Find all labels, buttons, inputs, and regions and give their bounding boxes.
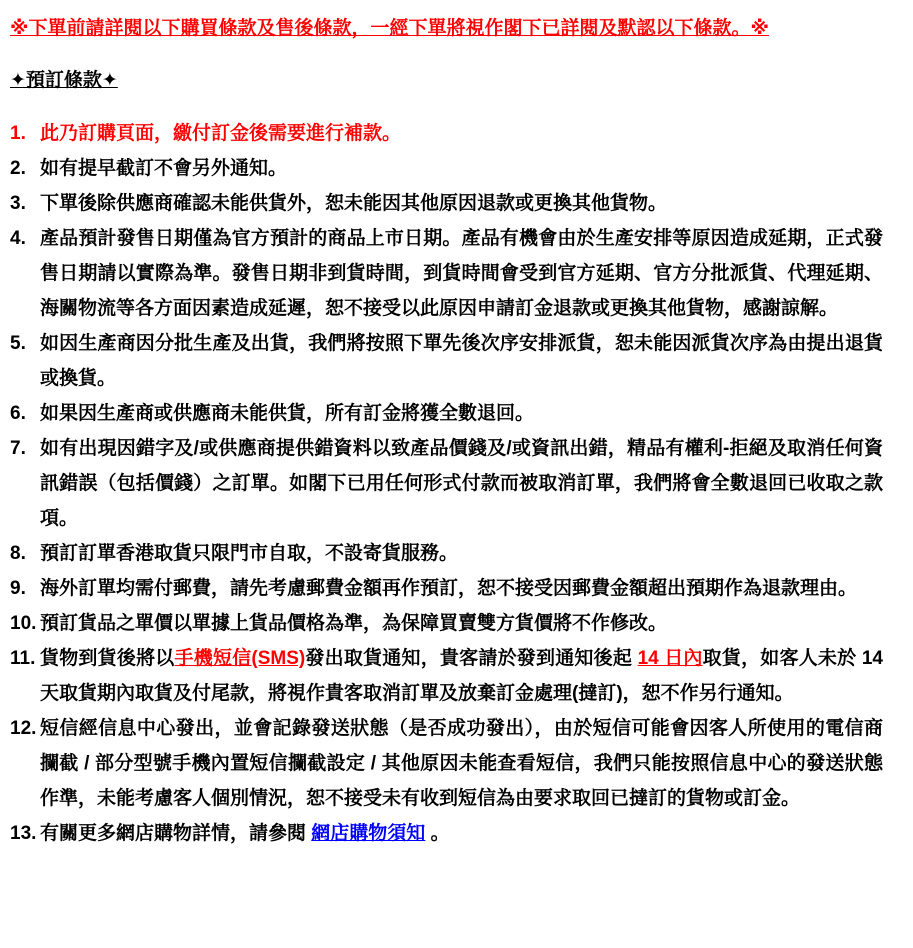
term-text	[40, 326, 883, 396]
term-text	[40, 116, 883, 151]
term-item	[10, 816, 883, 851]
term-number: 7.	[10, 438, 26, 459]
term-item	[10, 536, 883, 571]
term-text	[40, 571, 883, 606]
term-item	[10, 221, 883, 326]
text-segment: 下單後除供應商確認未能供貨外，恕未能因其他原因退款或更換其他貨物。	[40, 193, 668, 214]
term-text	[40, 431, 883, 536]
term-number: 6.	[10, 403, 26, 424]
term-item	[10, 606, 883, 641]
term-item	[10, 151, 883, 186]
text-segment: 。	[425, 823, 450, 844]
text-segment: 如果因生產商或供應商未能供貨，所有訂金將獲全數退回。	[40, 403, 535, 424]
term-text	[40, 221, 883, 326]
text-segment: 此乃訂購頁面，繳付訂金後需要進行補款。	[40, 123, 402, 144]
term-item	[10, 186, 883, 221]
term-number: 11.	[10, 648, 36, 669]
term-item	[10, 571, 883, 606]
term-number: 2.	[10, 158, 26, 179]
text-segment: 海外訂單均需付郵費，請先考慮郵費金額再作預訂，恕不接受因郵費金額超出預期作為退款理由。	[40, 578, 858, 599]
term-number: 13.	[10, 823, 37, 844]
term-number: 9.	[10, 578, 26, 599]
term-item	[10, 326, 883, 396]
term-text	[40, 641, 883, 711]
term-item	[10, 396, 883, 431]
store-shopping-notice-link[interactable]: 網店購物須知	[311, 823, 426, 844]
term-item	[10, 641, 883, 711]
text-segment: 預訂訂單香港取貨只限門市自取，不設寄貨服務。	[40, 543, 459, 564]
text-segment: 14 日內	[637, 648, 703, 669]
term-number: 1.	[10, 123, 26, 144]
text-segment: 發出取貨通知，貴客請於發到通知後起	[305, 648, 638, 669]
term-number: 12.	[10, 718, 37, 739]
text-segment: 手機短信(SMS)	[174, 648, 306, 669]
text-segment: 如有提早截訂不會另外通知。	[40, 158, 288, 179]
term-item	[10, 431, 883, 536]
term-text	[40, 536, 883, 571]
text-segment: 有關更多網店購物詳情，請參閱	[40, 823, 312, 844]
term-text	[40, 711, 883, 816]
text-segment: 如有出現因錯字及/或供應商提供錯資料以致產品價錢及/或資訊出錯，精品有權利-拒絕及取消任何資訊錯誤（包括價錢）之訂單。如閣下已用任何形式付款而被取消訂單，我們將會全數退回已收取之款項。	[40, 438, 883, 529]
term-number: 4.	[10, 228, 26, 249]
term-text	[40, 186, 883, 221]
term-text	[40, 816, 883, 851]
text-segment: 貨物到貨後將以	[40, 648, 175, 669]
term-item	[10, 711, 883, 816]
term-number: 8.	[10, 543, 26, 564]
text-segment: 預訂貨品之單價以單據上貨品價格為準，為保障買賣雙方貨價將不作修改。	[40, 613, 668, 634]
term-text	[40, 396, 883, 431]
term-number: 5.	[10, 333, 26, 354]
section-title: ✦預訂條款✦	[10, 70, 118, 91]
term-number: 3.	[10, 193, 26, 214]
text-segment: 取貨，如客人未於 14 天取貨期內取貨及付尾款，將視作貴客取消訂單及放棄訂金處理(撻訂)，恕不作另行通知。	[40, 648, 883, 704]
terms-list	[10, 116, 883, 851]
document-header: ※下單前請詳閱以下購買條款及售後條款，一經下單將視作閣下已詳閱及默認以下條款。※	[10, 18, 769, 39]
term-number: 10.	[10, 613, 37, 634]
text-segment: 如因生產商因分批生產及出貨，我們將按照下單先後次序安排派貨，恕未能因派貨次序為由提出退貨或換貨。	[40, 333, 883, 389]
term-item	[10, 116, 883, 151]
term-text	[40, 606, 883, 641]
text-segment: 產品預計發售日期僅為官方預計的商品上市日期。產品有機會由於生產安排等原因造成延期，正式發售日期請以實際為準。發售日期非到貨時間，到貨時間會受到官方延期、官方分批派貨、代理延期、海關物流等各方面因素造成延遲，恕不接受以此原因申請訂金退款或更換其他貨物，感謝諒解。	[40, 228, 883, 319]
term-text	[40, 151, 883, 186]
text-segment: 短信經信息中心發出，並會記錄發送狀態（是否成功發出），由於短信可能會因客人所使用的電信商攔截 / 部分型號手機內置短信攔截設定 / 其他原因未能查看短信，我們只能按照信息中心的發送狀態作準，未能考慮客人個別情況，恕不接受未有收到短信為由要求取回已撻訂的貨物或訂金。	[40, 718, 883, 809]
